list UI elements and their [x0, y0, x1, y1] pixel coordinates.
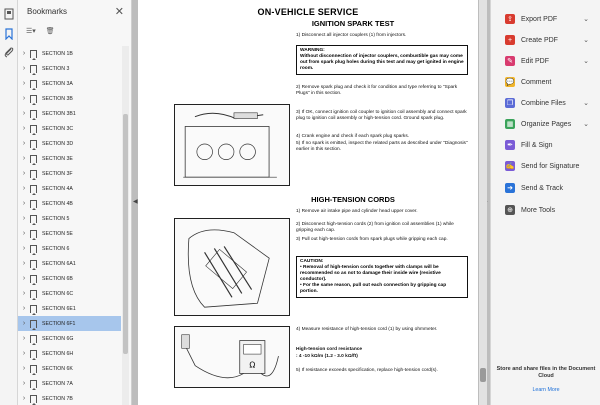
close-icon[interactable]: ✕	[114, 6, 124, 18]
resistance-title: High-tension cord resistance	[296, 347, 363, 352]
fill-sign-icon: ✒	[505, 140, 515, 150]
bookmark-label: SECTION 7A	[42, 380, 73, 387]
bookmark-item[interactable]	[18, 181, 121, 196]
chevron-down-icon[interactable]: ⌄	[583, 121, 589, 128]
bookmark-item[interactable]	[18, 61, 121, 76]
bookmark-label: SECTION 3B	[42, 95, 73, 102]
chevron-right-icon[interactable]: ›	[22, 170, 26, 177]
bookmark-icon	[30, 305, 37, 313]
section-title-high-tension: HIGH-TENSION CORDS	[311, 195, 395, 204]
bookmarks-panel	[18, 0, 132, 405]
bookmark-label: SECTION 1B	[42, 50, 73, 57]
bookmarks-title: Bookmarks	[27, 6, 68, 16]
bookmark-icon	[30, 155, 37, 163]
bookmark-label: SECTION 4B	[42, 200, 73, 207]
tool-combine-files[interactable]	[491, 95, 600, 111]
bookmark-icon	[30, 380, 37, 388]
bookmark-label: SECTION 6B	[42, 275, 73, 282]
bookmark-icon	[30, 125, 37, 133]
bookmark-icon	[30, 65, 37, 73]
bookmark-icon	[30, 260, 37, 268]
tool-send-track[interactable]	[491, 180, 600, 196]
tool-create-pdf[interactable]	[491, 32, 600, 48]
bookmarks-scroll-thumb[interactable]	[123, 114, 128, 354]
page-title: ON-VEHICLE SERVICE	[257, 7, 359, 17]
tools-pane	[490, 0, 600, 405]
delete-bookmark-icon[interactable]: 🗑	[45, 28, 55, 35]
bookmark-icon	[30, 215, 37, 223]
chevron-down-icon[interactable]: ⌄	[583, 37, 589, 44]
bookmark-label: SECTION 5E	[42, 230, 73, 237]
tool-organize-pages[interactable]	[491, 116, 600, 132]
chevron-right-icon[interactable]: ›	[22, 350, 26, 357]
ohmmeter-figure	[174, 326, 290, 388]
caution-title: CAUTION:	[300, 259, 324, 264]
chevron-right-icon[interactable]: ›	[22, 335, 26, 342]
bookmark-item[interactable]	[18, 166, 121, 181]
section-title-ignition: IGNITION SPARK TEST	[311, 19, 395, 28]
bookmark-item[interactable]	[18, 391, 121, 405]
edit-pdf-icon: ✎	[505, 56, 515, 66]
bookmark-item[interactable]	[18, 361, 121, 376]
bookmark-item[interactable]	[18, 136, 121, 151]
hstep-3: 3) Pull out high-tension cords from spark plugs while gripping each cap.	[296, 237, 448, 242]
more-tools-icon: ⊕	[505, 205, 515, 215]
tool-label: Export PDF	[521, 15, 558, 23]
bookmark-item[interactable]	[18, 316, 121, 331]
step-4: 4) Crank engine and check if each spark plug sparks.	[296, 134, 410, 139]
bookmark-icon	[30, 170, 37, 178]
hstep-5: 5) If resistance exceeds specification, replace high-tension cord(s).	[296, 368, 438, 373]
tool-fill-sign[interactable]	[491, 137, 600, 153]
high-tension-cord-figure	[174, 218, 290, 316]
bookmark-item[interactable]	[18, 256, 121, 271]
chevron-right-icon[interactable]: ›	[22, 290, 26, 297]
bookmark-label: SECTION 6E1	[42, 305, 76, 312]
export-pdf-icon: ⇪	[505, 14, 515, 24]
bookmark-item[interactable]	[18, 331, 121, 346]
bookmark-item[interactable]	[18, 151, 121, 166]
step-1: 1) Disconnect all injector couplers (1) from injectors.	[296, 33, 407, 38]
bookmark-label: SECTION 5	[42, 215, 70, 222]
bookmark-icon	[30, 110, 37, 118]
bookmark-label: SECTION 3	[42, 65, 70, 72]
warning-text: Without disconnection of injector couplers, combustible gas may come out from spark plug holes during this test and may get ignited in engine room.	[300, 54, 464, 71]
bookmark-item[interactable]	[18, 196, 121, 211]
document-scroll-thumb[interactable]	[480, 368, 486, 382]
bookmark-icon	[30, 275, 37, 283]
resistance-spec: : 4 -10 kΩ/m (1.2 - 3.0 kΩ/ft)	[296, 354, 358, 359]
chevron-right-icon[interactable]: ›	[22, 140, 26, 147]
bookmarks-icon[interactable]	[3, 28, 15, 40]
tool-label: More Tools	[521, 206, 556, 214]
tool-label: Edit PDF	[521, 57, 550, 65]
bookmark-label: SECTION 6	[42, 245, 70, 252]
bookmark-icon	[30, 185, 37, 193]
step-3: 3) If OK, connect ignition coil coupler to ignition coil assembly and connect spark plug to ignition coil assembly or high-tension cord. Ground spark plug.	[296, 110, 467, 121]
tool-label: Send & Track	[521, 184, 564, 192]
bookmark-label: SECTION 6A1	[42, 260, 76, 267]
bookmark-icon	[30, 290, 37, 298]
document-scrollbar[interactable]	[479, 0, 487, 405]
caution-point-2: • For the same reason, pull out each connection by gripping cap portion.	[300, 283, 447, 294]
hstep-2: 2) Disconnect high-tension cords (2) from ignition coil assemblies (1) while gripping each cap.	[296, 222, 454, 233]
send-signature-icon: ✍	[505, 163, 515, 170]
cloud-promo-text: Store and share files in the Document Cloud	[496, 366, 596, 379]
send-track-icon: ➜	[505, 183, 515, 193]
caution-point-1: • Removal of high-tension cords together with clamps will be recommended so as not to damage their inside wire (resistive conductor).	[300, 265, 441, 282]
hstep-1: 1) Remove air intake pipe and cylinder head upper cover.	[296, 209, 418, 214]
bookmark-item[interactable]	[18, 226, 121, 241]
bookmark-label: SECTION 4A	[42, 185, 73, 192]
bookmark-item[interactable]	[18, 271, 121, 286]
bookmark-item[interactable]	[18, 211, 121, 226]
tool-more-tools[interactable]	[491, 202, 600, 218]
bookmark-icon	[30, 95, 37, 103]
bookmark-item[interactable]	[18, 301, 121, 316]
comment-icon: 💬	[505, 79, 515, 86]
tool-edit-pdf[interactable]	[491, 53, 600, 69]
chevron-right-icon[interactable]: ›	[22, 50, 26, 57]
bookmark-icon	[30, 365, 37, 373]
bookmark-item[interactable]	[18, 346, 121, 361]
combine-files-icon: ❐	[506, 100, 514, 107]
bookmark-icon	[30, 140, 37, 148]
bookmark-icon	[30, 335, 37, 343]
chevron-down-icon[interactable]: ⌄	[583, 100, 589, 107]
bookmark-label: SECTION 3C	[42, 125, 74, 132]
tool-label: Organize Pages	[521, 120, 572, 128]
chevron-right-icon[interactable]: ›	[22, 125, 26, 132]
chevron-right-icon[interactable]: ›	[22, 155, 26, 162]
chevron-right-icon[interactable]: ›	[22, 95, 26, 102]
chevron-right-icon[interactable]: ›	[22, 275, 26, 282]
tool-comment[interactable]	[491, 74, 600, 90]
bookmark-list	[18, 46, 121, 405]
tool-export-pdf[interactable]	[491, 11, 600, 27]
tool-label: Create PDF	[521, 36, 558, 44]
chevron-right-icon[interactable]: ›	[22, 260, 26, 267]
chevron-right-icon[interactable]: ›	[22, 395, 26, 402]
bookmark-label: SECTION 6G	[42, 335, 74, 342]
chevron-right-icon[interactable]: ›	[22, 185, 26, 192]
chevron-right-icon[interactable]: ›	[22, 245, 26, 252]
bookmark-label: SECTION 3F	[42, 170, 73, 177]
bookmark-label: SECTION 3A	[42, 80, 73, 87]
tool-label: Comment	[521, 78, 552, 86]
bookmarks-scrollbar[interactable]	[122, 46, 129, 405]
bookmark-icon	[30, 320, 37, 328]
bookmark-icon	[30, 50, 37, 58]
bookmarks-toolbar	[18, 22, 131, 40]
bookmark-icon	[30, 395, 37, 403]
chevron-right-icon[interactable]: ›	[22, 380, 26, 387]
page-thumbnails-icon[interactable]	[3, 8, 15, 20]
chevron-right-icon[interactable]: ›	[22, 80, 26, 87]
left-icon-rail	[0, 0, 18, 405]
create-pdf-icon: +	[505, 35, 515, 45]
hstep-4: 4) Measure resistance of high-tension cord (1) by using ohmmeter.	[296, 327, 438, 332]
bookmark-icon	[30, 350, 37, 358]
bookmark-item[interactable]	[18, 286, 121, 301]
bookmark-item[interactable]	[18, 76, 121, 91]
chevron-right-icon[interactable]: ›	[22, 320, 26, 327]
bookmark-item[interactable]	[18, 376, 121, 391]
chevron-down-icon[interactable]: ⌄	[583, 58, 589, 65]
pdf-page	[138, 0, 478, 405]
tool-label: Send for Signature	[521, 162, 580, 170]
chevron-right-icon[interactable]: ›	[22, 200, 26, 207]
chevron-right-icon[interactable]: ›	[22, 65, 26, 72]
tool-send-signature[interactable]	[491, 158, 600, 174]
chevron-down-icon[interactable]: ⌄	[583, 16, 589, 23]
tool-label: Combine Files	[521, 99, 566, 107]
organize-pages-icon: ▦	[506, 121, 514, 128]
bookmark-icon	[30, 230, 37, 238]
bookmark-label: SECTION 6K	[42, 365, 73, 372]
bookmark-label: SECTION 3B1	[42, 110, 76, 117]
warning-title: WARNING:	[300, 48, 325, 53]
chevron-right-icon[interactable]: ›	[22, 230, 26, 237]
collapse-left-icon[interactable]: ◀	[133, 199, 138, 205]
bookmark-label: SECTION 7B	[42, 395, 73, 402]
bookmark-options-icon[interactable]: ☰▾	[26, 28, 36, 35]
chevron-right-icon[interactable]: ›	[22, 215, 26, 222]
learn-more-link[interactable]: Learn More	[532, 387, 560, 393]
bookmark-icon	[30, 80, 37, 88]
caution-box	[296, 256, 468, 298]
chevron-right-icon[interactable]: ›	[22, 365, 26, 372]
step-2: 2) Remove spark plug and check it for condition and type referring to "Spark Plugs" in this section.	[296, 85, 458, 96]
warning-box	[296, 45, 468, 75]
engine-spark-test-figure	[174, 104, 290, 186]
bookmark-label: SECTION 3E	[42, 155, 73, 162]
bookmark-item[interactable]	[18, 46, 121, 61]
bookmark-item[interactable]	[18, 241, 121, 256]
bookmark-label: SECTION 3D	[42, 140, 74, 147]
bookmark-icon	[30, 200, 37, 208]
bookmark-item[interactable]	[18, 91, 121, 106]
bookmark-label: SECTION 6F1	[42, 320, 76, 327]
bookmark-label: SECTION 6H	[42, 350, 74, 357]
step-5: 5) If no spark is emitted, inspect the related parts as described under "Diagnosis" earlier in this section.	[296, 141, 468, 152]
bookmark-icon	[30, 245, 37, 253]
chevron-right-icon[interactable]: ›	[22, 305, 26, 312]
attachments-icon[interactable]	[3, 46, 15, 58]
svg-text:Ω: Ω	[249, 360, 256, 370]
bookmark-label: SECTION 6C	[42, 290, 74, 297]
bookmark-item[interactable]	[18, 121, 121, 136]
chevron-right-icon[interactable]: ›	[22, 110, 26, 117]
bookmark-item[interactable]	[18, 106, 121, 121]
tool-label: Fill & Sign	[521, 141, 553, 149]
